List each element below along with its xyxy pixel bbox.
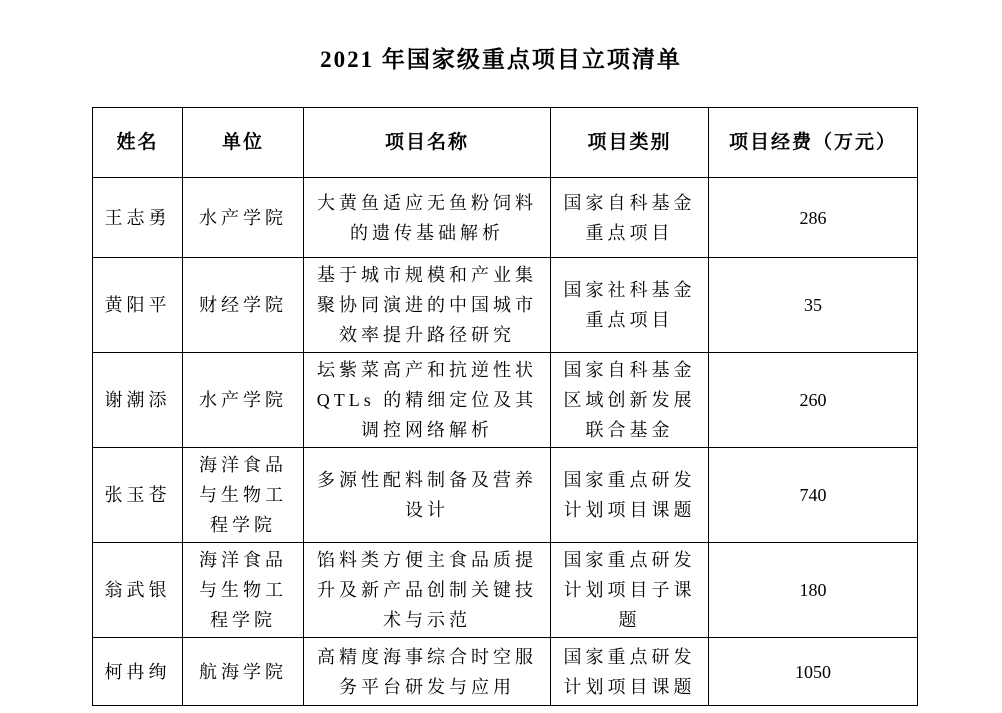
cell-project-category: 国家社科基金重点项目 <box>551 258 709 353</box>
cell-project-name: 馅料类方便主食品质提升及新产品创制关键技术与示范 <box>304 543 551 638</box>
col-header-unit: 单位 <box>183 108 304 178</box>
cell-project-name: 高精度海事综合时空服务平台研发与应用 <box>304 638 551 706</box>
table-row <box>93 353 918 448</box>
cell-name: 柯冉绚 <box>93 638 183 706</box>
header-row <box>93 108 918 178</box>
cell-project-category: 国家自科基金重点项目 <box>551 178 709 258</box>
cell-unit: 财经学院 <box>183 258 304 353</box>
cell-unit: 航海学院 <box>183 638 304 706</box>
cell-funding: 35 <box>709 258 918 353</box>
cell-project-category: 国家重点研发计划项目子课题 <box>551 543 709 638</box>
cell-name: 翁武银 <box>93 543 183 638</box>
table-row <box>93 638 918 706</box>
cell-unit: 水产学院 <box>183 353 304 448</box>
cell-project-name: 大黄鱼适应无鱼粉饲料的遗传基础解析 <box>304 178 551 258</box>
table-header <box>93 108 918 178</box>
cell-name: 黄阳平 <box>93 258 183 353</box>
cell-project-name: 多源性配料制备及营养设计 <box>304 448 551 543</box>
cell-project-category: 国家自科基金区域创新发展联合基金 <box>551 353 709 448</box>
cell-project-category: 国家重点研发计划项目课题 <box>551 448 709 543</box>
col-header-category: 项目类别 <box>551 108 709 178</box>
table-row <box>93 543 918 638</box>
cell-funding: 740 <box>709 448 918 543</box>
cell-name: 谢潮添 <box>93 353 183 448</box>
cell-funding: 1050 <box>709 638 918 706</box>
col-header-project: 项目名称 <box>304 108 551 178</box>
table-row <box>93 178 918 258</box>
table-row <box>93 448 918 543</box>
cell-unit: 水产学院 <box>183 178 304 258</box>
cell-funding: 180 <box>709 543 918 638</box>
cell-name: 王志勇 <box>93 178 183 258</box>
cell-project-category: 国家重点研发计划项目课题 <box>551 638 709 706</box>
cell-unit: 海洋食品与生物工程学院 <box>183 543 304 638</box>
cell-project-name: 基于城市规模和产业集聚协同演进的中国城市效率提升路径研究 <box>304 258 551 353</box>
table-body <box>93 178 918 706</box>
cell-unit: 海洋食品与生物工程学院 <box>183 448 304 543</box>
cell-funding: 260 <box>709 353 918 448</box>
table-row <box>93 258 918 353</box>
projects-table <box>92 107 918 706</box>
cell-funding: 286 <box>709 178 918 258</box>
cell-name: 张玉苍 <box>93 448 183 543</box>
cell-project-name: 坛紫菜高产和抗逆性状 QTLs 的精细定位及其调控网络解析 <box>304 353 551 448</box>
col-header-funding: 项目经费（万元） <box>709 108 918 178</box>
page-title: 2021 年国家级重点项目立项清单 <box>320 47 682 72</box>
col-header-name: 姓名 <box>93 108 183 178</box>
